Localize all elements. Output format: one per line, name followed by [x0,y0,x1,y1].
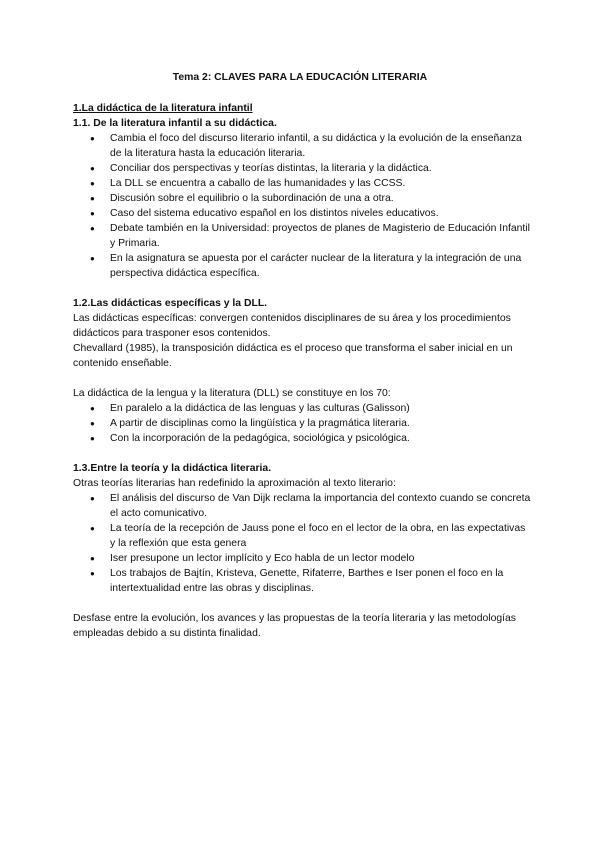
list-item: ● La DLL se encuentra a caballo de las humanidades y las CCSS. [73,176,533,191]
subsection-heading: 1.3.Entre la teoría y la didáctica literaria. [73,463,272,474]
subsection-heading: 1.2.Las didácticas específicas y la DLL. [73,298,268,309]
list-item: ● Caso del sistema educativo español en los distintos niveles educativos. [73,206,533,221]
paragraph: Otras teorías literarias han redefinido la aproximación al texto literario: [73,478,396,489]
paragraph: Chevallard (1985), la transposición didáctica es el proceso que transforma el saber inicial en un contenido enseñable. [73,343,513,369]
document-title: Tema 2: CLAVES PARA LA EDUCACIÓN LITERARIA [172,72,428,83]
list-item: ● Los trabajos de Bajtín, Kristeva, Genette, Rifaterre, Barthes e Iser ponen el foco en la intertextualidad entre las obras y disciplinas. [73,566,533,596]
document-body [73,101,533,641]
list-item: ● Cambia el foco del discurso literario infantil, a su didáctica y la evolución de la enseñanza de la literatura hasta la educación literaria. [73,131,533,161]
paragraph: Las didácticas específicas: convergen contenidos disciplinares de su área y los procedimientos didácticos para trasponer esos contenidos. [73,313,511,339]
list-item: ● Iser presupone un lector implícito y Eco habla de un lector modelo [73,551,533,566]
list-item: ● Con la incorporación de la pedagógica, sociológica y psicológica. [73,431,533,446]
paragraph: Desfase entre la evolución, los avances y las propuestas de la teoría literaria y las metodologías empleadas debido a su distinta finalidad. [73,613,516,639]
section-heading: 1.La didáctica de la literatura infantil [73,103,253,114]
list-item: ● Conciliar dos perspectivas y teorías distintas, la literaria y la didáctica. [73,161,533,176]
paragraph: La didáctica de la lengua y la literatura (DLL) se constituye en los 70: [73,388,391,399]
list-item: ● En la asignatura se apuesta por el carácter nuclear de la literatura y la integración de una perspectiva didáctica específica. [73,251,533,281]
list-item: ● El análisis del discurso de Van Dijk reclama la importancia del contexto cuando se concreta el acto comunicativo. [73,491,533,521]
bullet-list [73,131,533,281]
list-item: ● Debate también en la Universidad: proyectos de planes de Magisterio de Educación Infantil y Primaria. [73,221,533,251]
list-item: ● A partir de disciplinas como la lingüística y la pragmática literaria. [73,416,533,431]
list-item: ● En paralelo a la didáctica de las lenguas y las culturas (Galisson) [73,401,533,416]
bullet-list [73,491,533,596]
list-item: ● La teoría de la recepción de Jauss pone el foco en el lector de la obra, en las expectativas y la reflexión que esta genera [73,521,533,551]
subsection-heading: 1.1. De la literatura infantil a su didáctica. [73,118,277,129]
bullet-list [73,401,533,446]
list-item: ● Discusión sobre el equilibrio o la subordinación de una a otra. [73,191,533,206]
